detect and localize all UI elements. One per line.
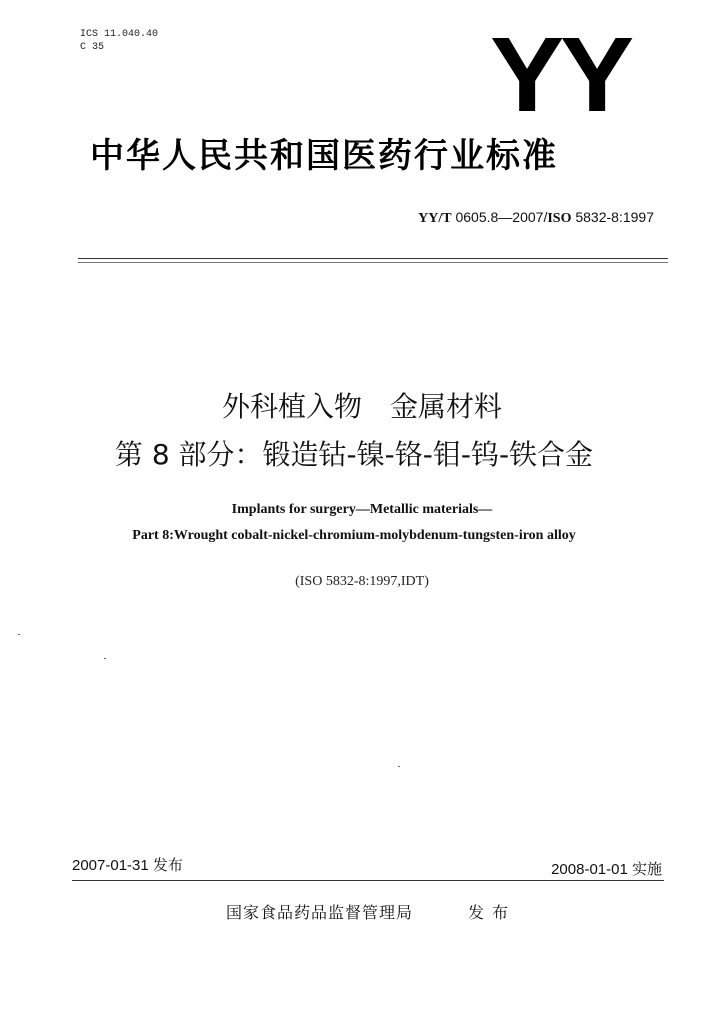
ccs-code: C 35 — [80, 42, 105, 53]
standard-category-title: 中华人民共和国医药行业标准 — [90, 136, 558, 176]
standard-code: 0605.8—2007/ — [451, 209, 548, 225]
standard-number — [418, 208, 654, 228]
iso-prefix: ISO — [547, 211, 572, 226]
header-divider-secondary — [78, 262, 668, 263]
implementation-date: 2008-01-01 实施 — [551, 861, 662, 878]
standard-logo: YY — [490, 16, 631, 134]
scan-speck — [398, 766, 400, 767]
header-divider — [78, 258, 668, 259]
chinese-title-line-2: 第 8 部分：锻造钴-镍-铬-钼-钨-铁合金 — [114, 438, 594, 471]
classification-codes — [80, 28, 158, 54]
iso-equivalence: (ISO 5832-8:1997,IDT) — [295, 574, 429, 589]
issue-date: 2007-01-31 发布 — [72, 857, 183, 874]
iso-code: 5832-8:1997 — [571, 209, 654, 225]
publisher-name: 国家食品药品监督管理局 — [226, 903, 414, 922]
publish-label: 发布 — [468, 903, 517, 922]
scan-speck — [104, 658, 106, 659]
ics-code: ICS 11.040.40 — [80, 29, 159, 40]
chinese-title-line-1: 外科植入物 金属材料 — [221, 390, 502, 423]
english-title-line-2: Part 8:Wrought cobalt-nickel-chromium-molybdenum-tungsten-iron alloy — [132, 528, 576, 543]
english-title-line-1: Implants for surgery—Metallic materials— — [231, 502, 493, 517]
standard-prefix: YY/T — [418, 211, 452, 226]
footer-divider — [72, 880, 664, 881]
scan-speck — [18, 634, 20, 635]
